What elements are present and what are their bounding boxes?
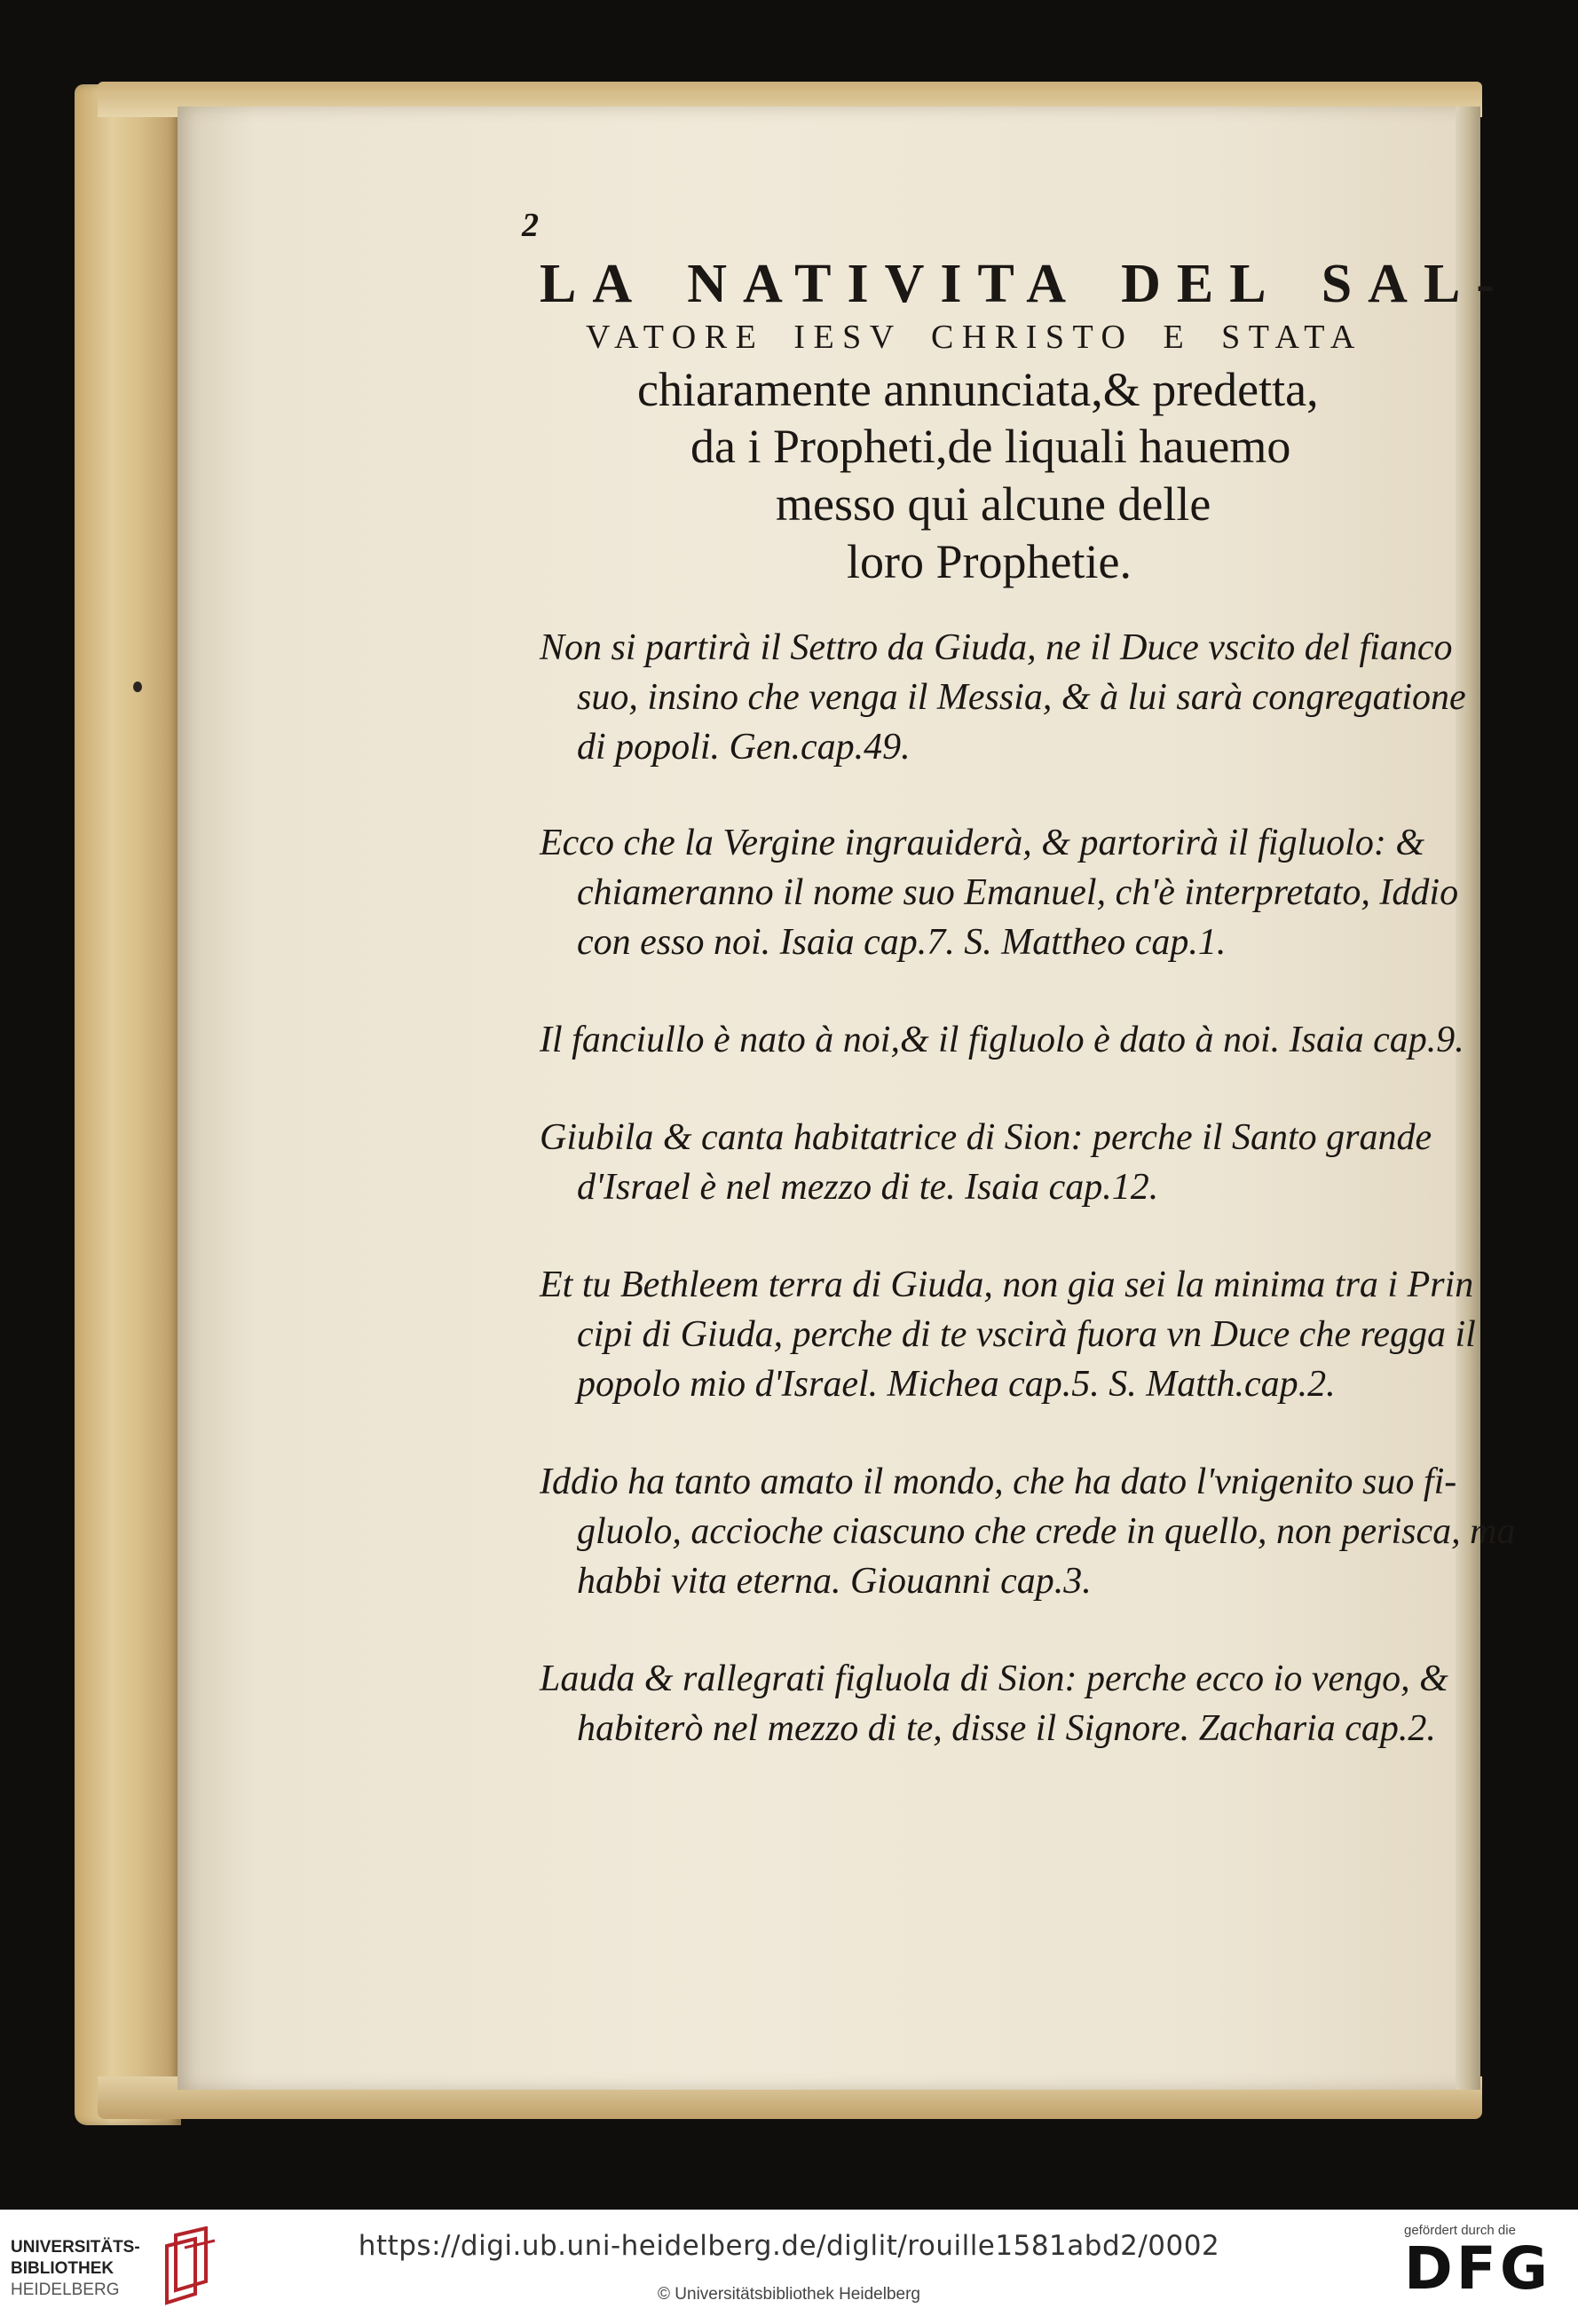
page-number: 2 [522,207,539,244]
verse-7-line-1: Lauda & rallegrati figluola di Sion: perche ecco io vengo, & [540,1658,1448,1699]
document-url-link[interactable]: https://digi.ub.uni-heidelberg.de/diglit/rouille1581abd2/0002 [358,2230,1220,2262]
verse-1-line-2: suo, insino che venga il Messia, & à lui sarà congregatione [577,677,1466,718]
verse-1-line-3: di popoli. Gen.cap.49. [577,727,911,768]
verse-7-line-2: habiterò nel mezzo di te, disse il Signore. Zacharia cap.2. [577,1708,1436,1749]
title-line-2: VATORE IESV CHRISTO E STATA [586,319,1363,356]
dfg-logo: DFG [1404,2234,1552,2303]
verse-5-line-3: popolo mio d'Israel. Michea cap.5. S. Matth.cap.2. [577,1364,1336,1405]
dfg-sponsor[interactable] [1404,2223,1564,2312]
verse-2-line-1: Ecco che la Vergine ingrauiderà, & partorirà il figluolo: & [540,823,1425,863]
verse-4-line-1: Giubila & canta habitatrice di Sion: perche il Santo grande [540,1117,1432,1158]
verse-6-line-1: Iddio ha tanto amato il mondo, che ha dato l'vnigenito suo fi- [540,1461,1457,1502]
verse-6-line-2: gluolo, accioche ciascuno che crede in quello, non perisca, ma [577,1511,1516,1552]
verse-1-line-1: Non si partirà il Settro da Giuda, ne il Duce vscito del fianco [540,627,1453,668]
verse-3-line-1: Il fanciullo è nato à noi,& il figluolo è dato à noi. Isaia cap.9. [540,1020,1464,1060]
copyright-notice: © Universitätsbibliothek Heidelberg [658,2285,920,2304]
verse-5-line-2: cipi di Giuda, perche di te vscirà fuora vn Duce che regga il [577,1314,1476,1355]
viewer-footer [0,2210,1578,2324]
sponsor-caption: gefördert durch die [1404,2223,1516,2238]
library-name-line-2: BIBLIOTHEK [11,2259,114,2278]
verse-2-line-3: con esso noi. Isaia cap.7. S. Mattheo cap.1. [577,922,1227,963]
verse-2-line-2: chiameranno il nome suo Emanuel, ch'è interpretato, Iddio [577,872,1459,913]
verse-5-line-1: Et tu Bethleem terra di Giuda, non gia sei la minima tra i Prin [540,1264,1474,1305]
title-line-3: chiaramente annunciata,& predetta, [637,363,1319,416]
title-line-5: messo qui alcune delle [776,477,1211,531]
title-line-1: LA NATIVITA DEL SAL- [540,254,1511,314]
verse-6-line-3: habbi vita eterna. Giouanni cap.3. [577,1561,1092,1602]
library-name-line-1: UNIVERSITÄTS- [11,2238,140,2257]
library-name-line-3: HEIDELBERG [11,2281,120,2299]
title-line-4: da i Propheti,de liquali hauemo [690,420,1291,473]
verse-4-line-2: d'Israel è nel mezzo di te. Isaia cap.12. [577,1167,1159,1208]
title-line-6: loro Prophetie. [847,535,1132,588]
